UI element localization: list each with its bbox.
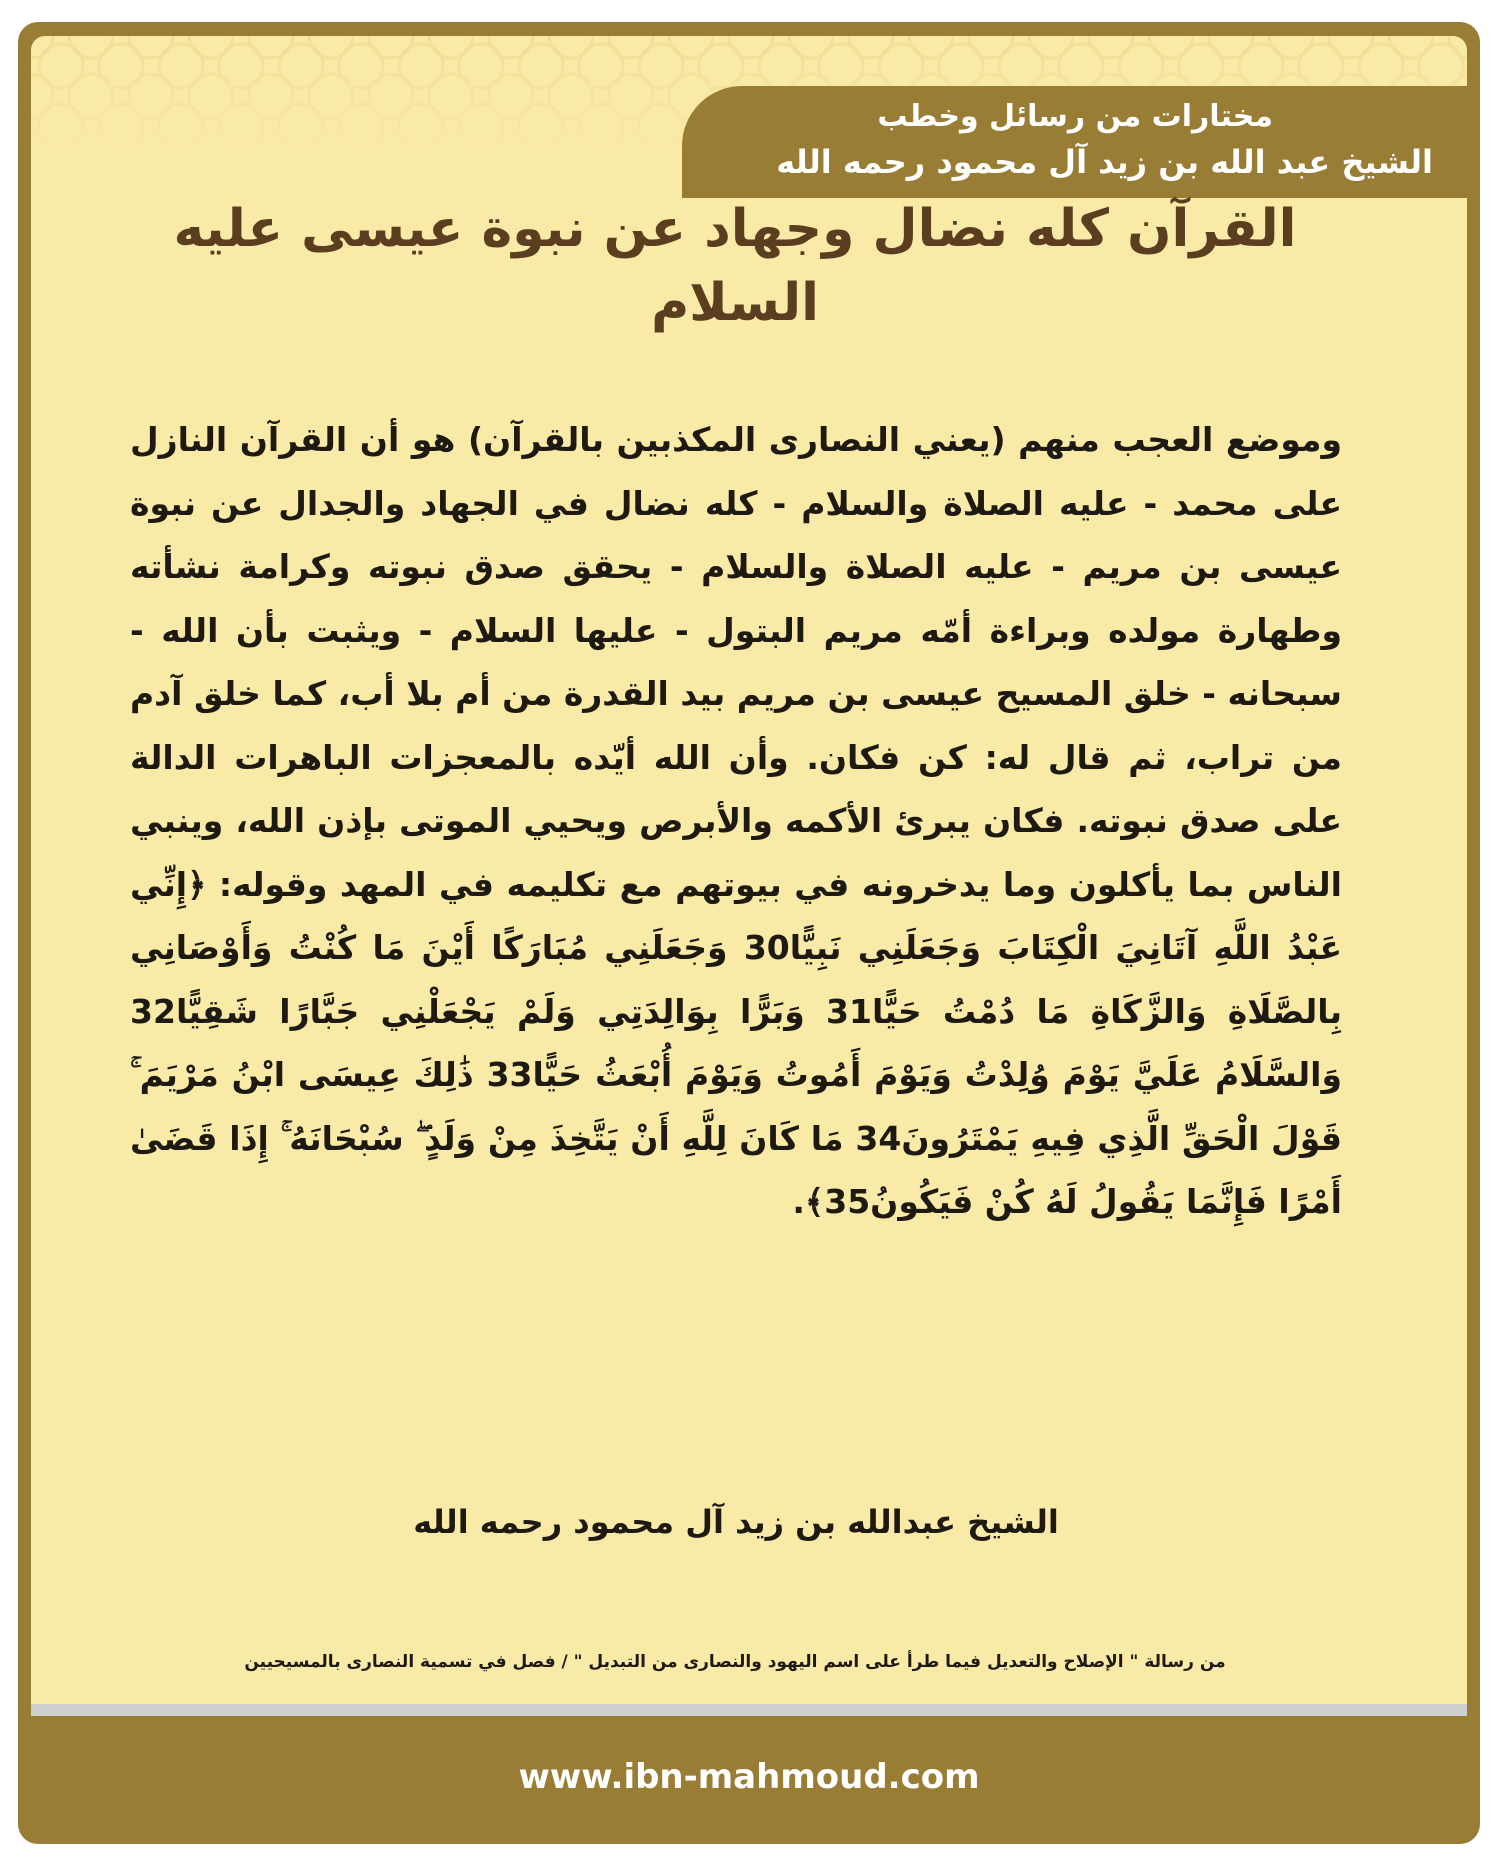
header-banner [682, 86, 1467, 198]
article-title: القرآن كله نضال وجهاد عن نبوة عيسى عليه السلام [173, 199, 1297, 333]
author-name: الشيخ عبد الله بن زيد آل محمود رحمه الله [776, 143, 1433, 181]
website-link[interactable]: www.ibn-mahmoud.com [518, 1757, 980, 1797]
series-title: مختارات من رسائل وخطب [877, 99, 1273, 134]
source-citation: من رسالة " الإصلاح والتعديل فيما طرأ على اسم اليهود والنصارى من التبديل " / فصل في تسمية النصارى بالمسيحيين [244, 1652, 1226, 1672]
divider [31, 1704, 1467, 1716]
signature: الشيخ عبدالله بن زيد آل محمود رحمه الله [413, 1503, 1059, 1541]
article-body: وموضع العجب منهم (يعني النصارى المكذبين بالقرآن) هو أن القرآن النازل على محمد - عليه الصلاة والسلام - كله نضال في الجهاد والجدال عن نبوة عيسى بن مريم - عليه الصلاة والسلام - يحقق صدق نبوته وكرامة نشأته وطهارة مولده وبراءة أمّه مريم البتول - عليها السلام - ويثبت بأن الله - سبحانه - خلق المسيح عيسى بن مريم بيد القدرة من أم بلا أب، كما خلق آدم من تراب، ثم قال له: كن فكان. وأن الله أيّده بالمعجزات الباهرات الدالة على صدق نبوته. فكان يبرئ الأكمه والأبرص ويحيي الموتى بإذن الله، وينبي الناس بما يأكلون وما يدخرونه في بيوتهم مع تكليمه في المهد وقوله: ﴿إِنِّي عَبْدُ اللَّهِ آتَانِيَ الْكِتَابَ وَجَعَلَنِي نَبِيًّا30 وَجَعَلَنِي مُبَارَكًا أَيْنَ مَا كُنْتُ وَأَوْصَانِي بِالصَّلَاةِ وَالزَّكَاةِ مَا دُمْتُ حَيًّا31 وَبَرًّا بِوَالِدَتِي وَلَمْ يَجْعَلْنِي جَبَّارًا شَقِيًّا32 وَالسَّلَامُ عَلَيَّ يَوْمَ وُلِدْتُ وَيَوْمَ أَمُوتُ وَيَوْمَ أُبْعَثُ حَيًّا33 ذَٰلِكَ عِيسَى ابْنُ مَرْيَمَ ۚ قَوْلَ الْحَقِّ الَّذِي فِيهِ يَمْتَرُونَ34 مَا كَانَ لِلَّهِ أَنْ يَتَّخِذَ مِنْ وَلَدٍ ۖ سُبْحَانَهُ ۚ إِذَا قَضَىٰ أَمْرًا فَإِنَّمَا يَقُولُ لَهُ كُنْ فَيَكُونُ35﴾. [130, 420, 1342, 1221]
